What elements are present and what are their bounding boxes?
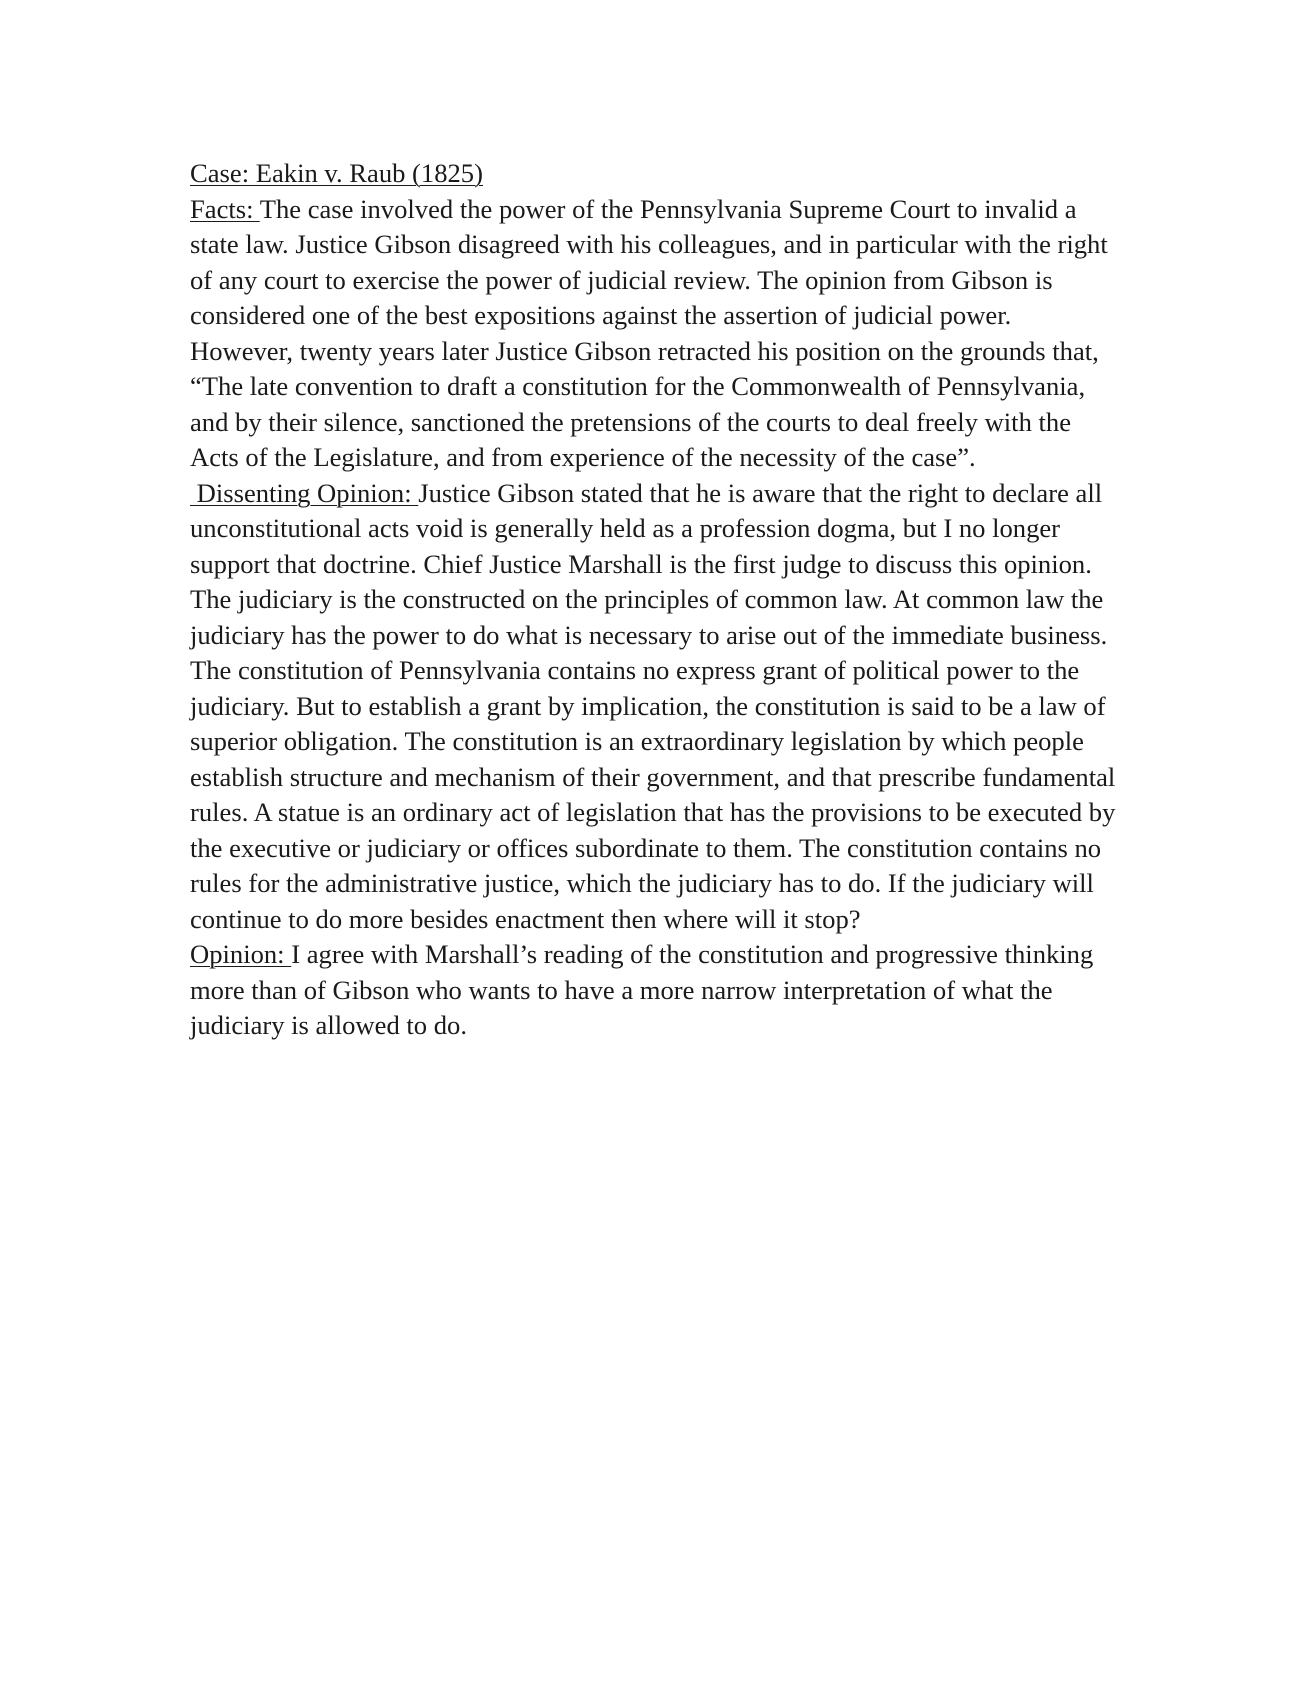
facts-paragraph [190,192,1120,476]
case-heading-text: Case: Eakin v. Raub (1825) [190,158,483,188]
facts-text: The case involved the power of the Pennsylvania Supreme Court to invalid a state law. Justice Gibson disagreed with his colleagues, and in particular with the right of any court to exercise the power of judicial review. The opinion from Gibson is considered one of the best expositions against the assertion of judicial power. However, twenty years later Justice Gibson retracted his position on the grounds that, “The late convention to draft a constitution for the Commonwealth of Pennsylvania, and by their silence, sanctioned the pretensions of the courts to deal freely with the Acts of the Legislature, and from experience of the necessity of the case”. [190,193,1108,472]
dissent-text: Justice Gibson stated that he is aware that the right to declare all unconstitutional acts void is generally held as a profession dogma, but I no longer support that doctrine. Chief Justice Marshall is the first judge to discuss this opinion. The judiciary is the constructed on the principles of common law. At common law the judiciary has the power to do what is necessary to arise out of the immediate business. The constitution of Pennsylvania contains no express grant of political power to the judiciary. But to establish a grant by implication, the constitution is said to be a law of superior obligation. The constitution is an extraordinary legislation by which people establish structure and mechanism of their government, and that prescribe fundamental rules. A statue is an ordinary act of legislation that has the provisions to be executed by the executive or judiciary or offices subordinate to them. The constitution contains no rules for the administrative justice, which the judiciary has to do. If the judiciary will continue to do more besides enactment then where will it stop? [190,477,1116,934]
opinion-label: Opinion: [190,939,292,969]
opinion-text: I agree with Marshall’s reading of the constitution and progressive thinking more than of Gibson who wants to have a more narrow interpretation of what the judiciary is allowed to do. [190,939,1094,1040]
dissent-label: Dissenting Opinion: [190,477,419,508]
dissent-paragraph [190,476,1120,938]
opinion-paragraph [190,937,1120,1044]
document-body [190,156,1120,1044]
facts-label: Facts: [190,193,260,224]
case-heading [190,156,1120,192]
